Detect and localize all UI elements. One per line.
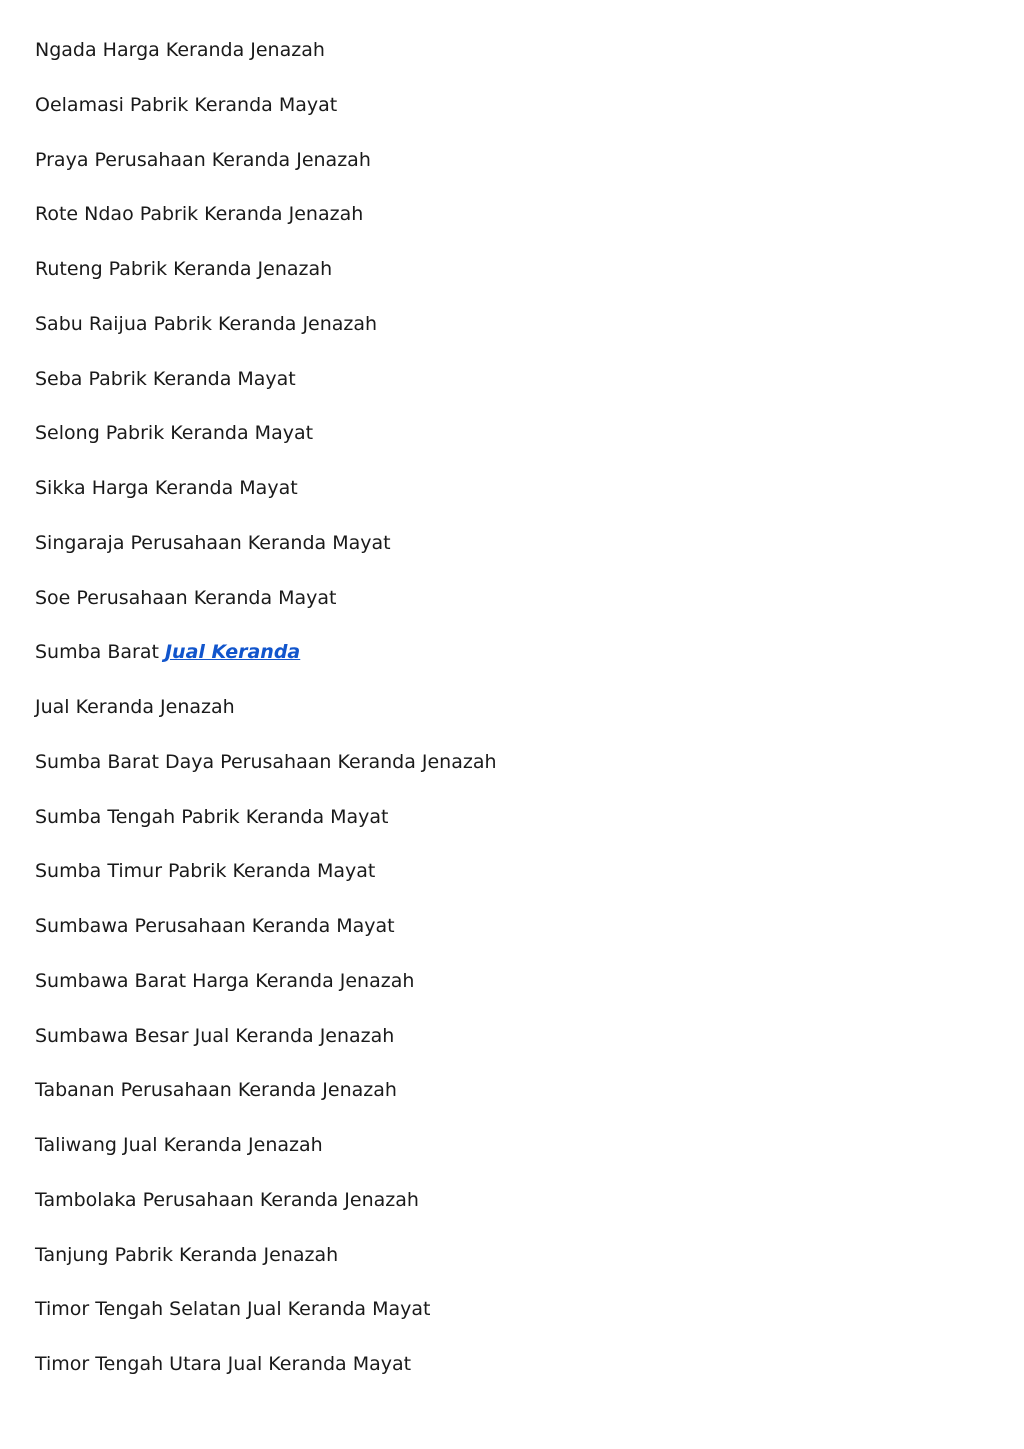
list-item [35, 1131, 497, 1186]
list-item-text: Timor Tengah Selatan Jual Keranda Mayat [35, 1298, 431, 1321]
list-item [35, 36, 497, 91]
jual-keranda-link[interactable]: Jual Keranda [164, 641, 301, 664]
list-item-text: Singaraja Perusahaan Keranda Mayat [35, 531, 391, 554]
list-item [35, 419, 497, 474]
list-item-text: Sumbawa Perusahaan Keranda Mayat [35, 915, 395, 937]
list-item-text: Jual Keranda Jenazah [35, 696, 235, 718]
list-item [35, 1350, 497, 1405]
list-item [35, 967, 497, 1022]
list-item-text: Tanjung Pabrik Keranda Jenazah [35, 1243, 339, 1266]
list-item-text: Rote Ndao Pabrik Keranda Jenazah [35, 203, 364, 226]
list-item-text: Sumba Timur Pabrik Keranda Mayat [35, 860, 376, 883]
list-item-text: Sabu Raijua Pabrik Keranda Jenazah [35, 312, 378, 335]
list-item [35, 857, 497, 912]
list-item-text: Tabanan Perusahaan Keranda Jenazah [35, 1079, 397, 1102]
list-item [35, 310, 497, 365]
list-item-text: Soe Perusahaan Keranda Mayat [35, 586, 337, 609]
keyword-list [35, 36, 497, 1405]
list-item [35, 365, 497, 420]
list-item-text: Sumbawa Barat Harga Keranda Jenazah [35, 969, 415, 992]
list-item [35, 693, 497, 748]
list-item-with-link [35, 638, 497, 693]
list-item-text: Sumba Barat [35, 641, 165, 664]
list-item [35, 200, 497, 255]
list-item [35, 748, 497, 803]
list-item-text: Selong Pabrik Keranda Mayat [35, 422, 314, 445]
list-item [35, 1186, 497, 1241]
list-item [35, 912, 497, 967]
list-item [35, 1295, 497, 1350]
list-item [35, 803, 497, 858]
list-item-text: Sikka Harga Keranda Mayat [35, 477, 298, 499]
list-item [35, 584, 497, 639]
list-item-text: Tambolaka Perusahaan Keranda Jenazah [35, 1188, 419, 1211]
list-item [35, 474, 497, 529]
list-item [35, 146, 497, 201]
list-item-text: Ruteng Pabrik Keranda Jenazah [35, 258, 333, 280]
list-item-text: Sumba Barat Daya Perusahaan Keranda Jenazah [35, 750, 497, 773]
list-item-text: Sumbawa Besar Jual Keranda Jenazah [35, 1024, 395, 1047]
list-item [35, 1076, 497, 1131]
list-item-text: Timor Tengah Utara Jual Keranda Mayat [35, 1353, 412, 1375]
list-item [35, 91, 497, 146]
list-item-text: Taliwang Jual Keranda Jenazah [35, 1134, 323, 1156]
list-item-text: Oelamasi Pabrik Keranda Mayat [35, 93, 338, 116]
list-item [35, 1241, 497, 1296]
list-item-text: Ngada Harga Keranda Jenazah [35, 39, 325, 61]
list-item-text: Seba Pabrik Keranda Mayat [35, 367, 296, 390]
list-item-text: Praya Perusahaan Keranda Jenazah [35, 148, 371, 171]
list-item-text: Sumba Tengah Pabrik Keranda Mayat [35, 805, 389, 828]
list-item [35, 1022, 497, 1077]
list-item [35, 255, 497, 310]
list-item [35, 529, 497, 584]
